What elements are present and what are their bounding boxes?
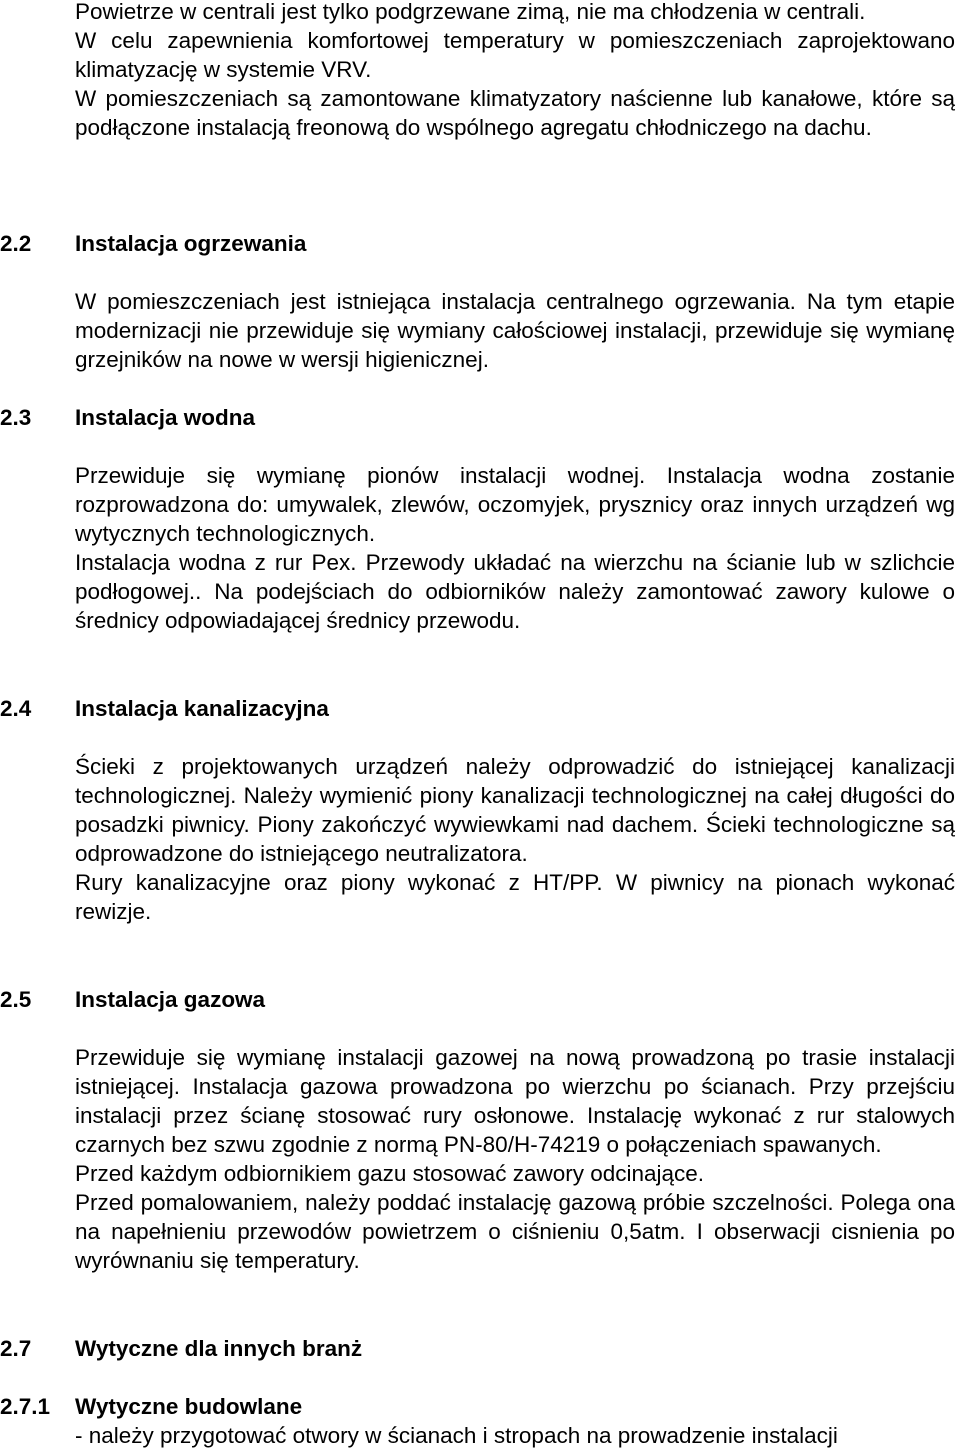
section-title: Instalacja gazowa — [75, 987, 266, 1012]
section-number: 2.4 — [0, 696, 32, 721]
section-body-2-5 — [75, 1043, 955, 1275]
section-number: 2.7 — [0, 1336, 32, 1361]
section-number: 2.5 — [0, 987, 32, 1012]
paragraph: - należy przygotować otwory w ścianach i stropach na prowadzenie instalacji — [75, 1423, 838, 1448]
paragraph: Przewiduje się wymianę instalacji gazowej na nową prowadzoną po trasie instalacji istniejącej. Instalacja gazowa prowadzona po wierzchu po ścianach. Przy przejściu instalacji przez ścianę stosować rury osłonowe. Instalację wykonać z rur stalowych czarnych bez szwu zgodnie z normą PN-80/H-74219 o połączeniach spawanych. — [75, 1045, 955, 1157]
paragraph: Powietrze w centrali jest tylko podgrzewane zimą, nie ma chłodzenia w centrali. — [75, 0, 866, 24]
section-body-2-2 — [75, 287, 955, 374]
section-title: Instalacja kanalizacyjna — [75, 696, 329, 721]
paragraph: Przewiduje się wymianę pionów instalacji wodnej. Instalacja wodna zostanie rozprowadzona do: umywalek, zlewów, oczomyjek, prysznicy oraz innych urządzeń wg wytycznych technologicznych. — [75, 463, 955, 546]
section-title: Wytyczne dla innych branż — [75, 1336, 363, 1361]
paragraph: W celu zapewnienia komfortowej temperatury w pomieszczeniach zaprojektowano klimatyzację w systemie VRV. — [75, 28, 955, 82]
paragraph: Rury kanalizacyjne oraz piony wykonać z HT/PP. W piwnicy na pionach wykonać rewizje. — [75, 870, 955, 924]
section-title: Instalacja wodna — [75, 405, 256, 430]
paragraph: Instalacja wodna z rur Pex. Przewody układać na wierzchu na ścianie lub w szlichcie podłogowej.. Na podejściach do odbiorników należy zamontować zawory kulowe o średnicy odpowiadającej średnicy przewodu. — [75, 550, 955, 633]
paragraph: Przed pomalowaniem, należy poddać instalację gazową próbie szczelności. Polega ona na napełnieniu przewodów powietrzem o ciśnieniu 0,5atm. I obserwacji cisnienia po wyrównaniu się temperatury. — [75, 1190, 955, 1273]
section-number: 2.2 — [0, 231, 32, 256]
section-body-2-7-1 — [75, 1421, 955, 1450]
paragraph: W pomieszczeniach są zamontowane klimatyzatory naścienne lub kanałowe, które są podłączone instalacją freonową do wspólnego agregatu chłodniczego na dachu. — [75, 86, 955, 140]
section-number: 2.7.1 — [0, 1394, 51, 1419]
paragraph: Ścieki z projektowanych urządzeń należy odprowadzić do istniejącej kanalizacji technologicznej. Należy wymienić piony kanalizacji technologicznej na całej długości do posadzki piwnicy. Piony zakończyć wywiewkami nad dachem. Ścieki technologiczne są odprowadzone do istniejącego neutralizatora. — [75, 754, 955, 866]
section-title: Wytyczne budowlane — [75, 1394, 303, 1419]
section-number: 2.3 — [0, 405, 32, 430]
section-body-2-3 — [75, 461, 955, 635]
paragraph: W pomieszczeniach jest istniejąca instalacja centralnego ogrzewania. Na tym etapie modernizacji nie przewiduje się wymiany całościowej instalacji, przewiduje się wymianę grzejników na nowe w wersji higienicznej. — [75, 289, 955, 372]
paragraph: Przed każdym odbiornikiem gazu stosować zawory odcinające. — [75, 1161, 705, 1186]
section-title: Instalacja ogrzewania — [75, 231, 307, 256]
section-body-2-4 — [75, 752, 955, 926]
intro-section — [75, 0, 955, 142]
